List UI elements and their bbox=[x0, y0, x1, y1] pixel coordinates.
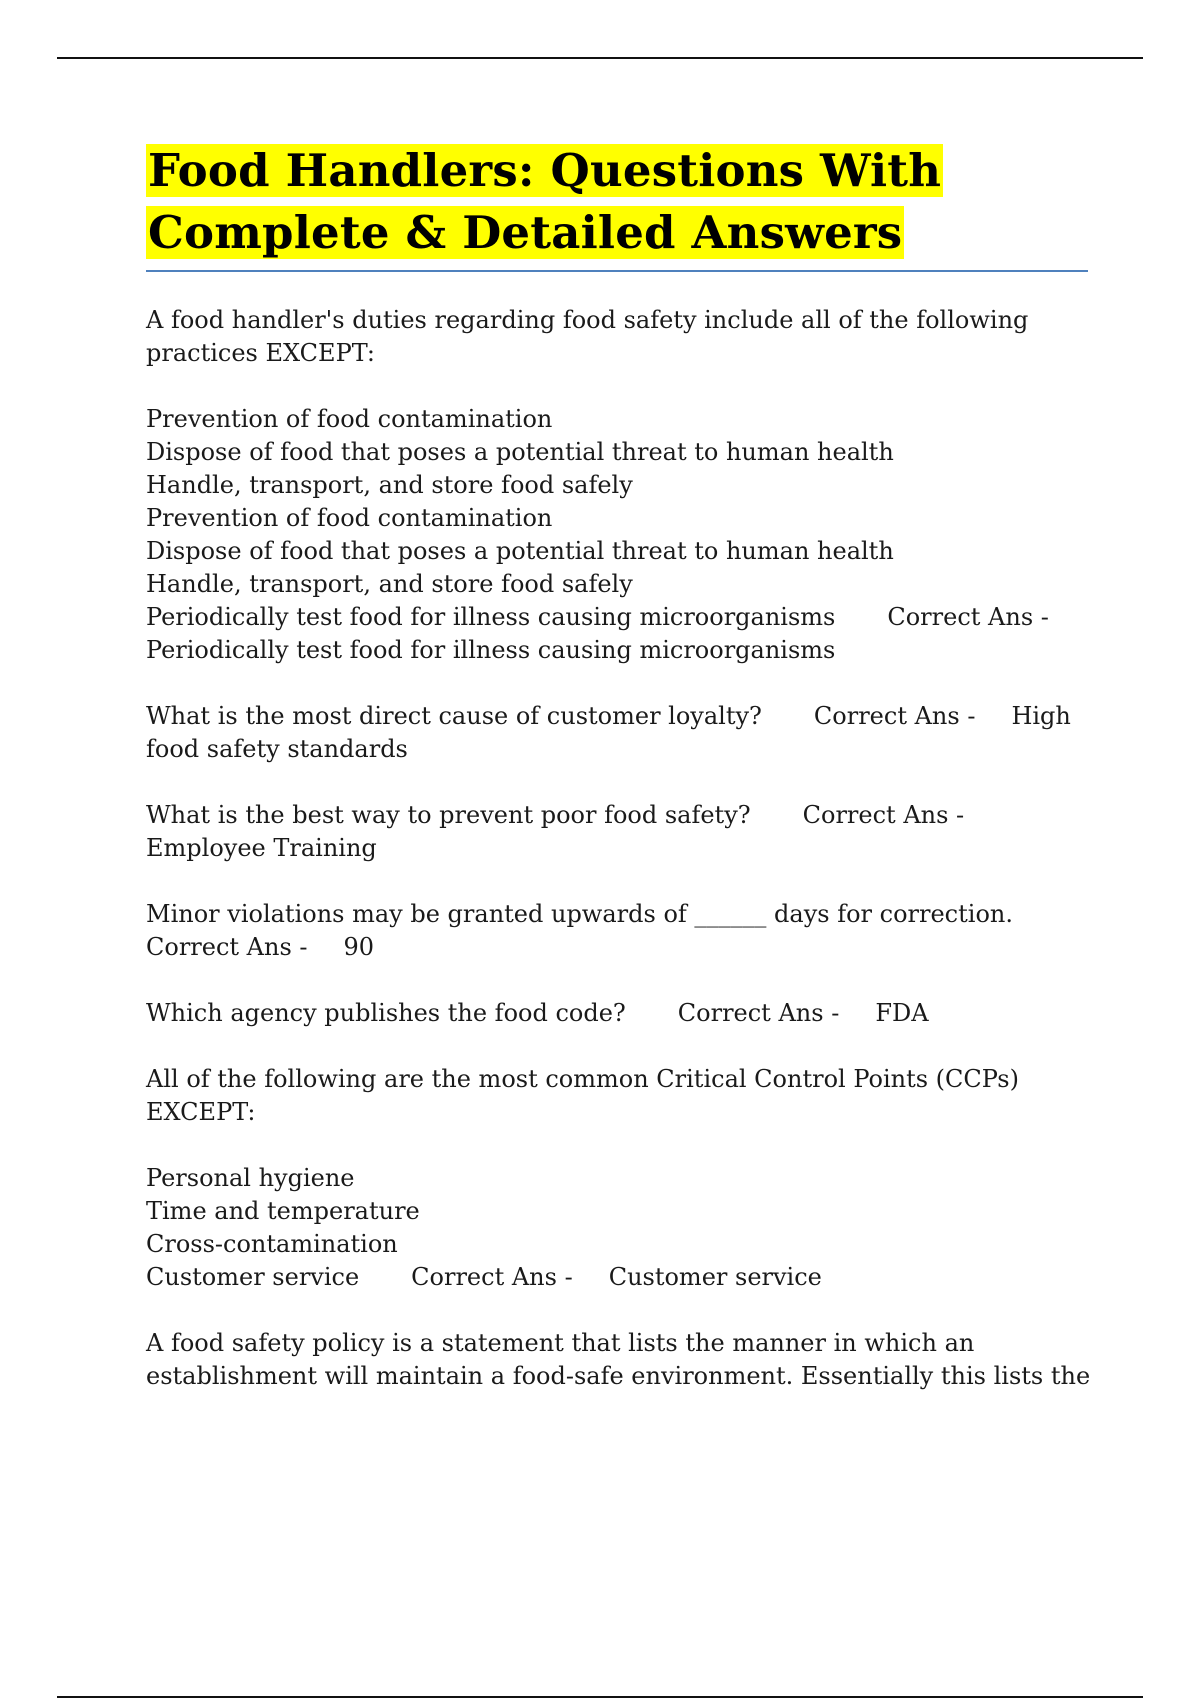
answer-text: food safety standards bbox=[146, 735, 408, 763]
option-text: Customer service bbox=[146, 1263, 360, 1291]
option-text: Personal hygiene bbox=[146, 1164, 355, 1192]
answer-text: Employee Training bbox=[146, 834, 377, 862]
document-title bbox=[146, 140, 1088, 264]
answer-text: High bbox=[1011, 702, 1071, 730]
answer-label: Correct Ans - bbox=[146, 933, 308, 961]
question-text: practices EXCEPT: bbox=[146, 339, 375, 367]
answer-label: Correct Ans - bbox=[887, 603, 1049, 631]
question-text: Which agency publishes the food code? bbox=[146, 999, 626, 1027]
title-line-1: Food Handlers: Questions With bbox=[148, 144, 942, 197]
qa-item-6-question bbox=[146, 1063, 1088, 1129]
qa-item-5 bbox=[146, 997, 1088, 1030]
option-text: Prevention of food contamination bbox=[146, 405, 553, 433]
option-text: Dispose of food that poses a potential threat to human health bbox=[146, 537, 894, 565]
question-text: All of the following are the most common Critical Control Points (CCPs) bbox=[146, 1065, 1019, 1093]
page-bottom-rule bbox=[57, 1696, 1143, 1698]
answer-text: 90 bbox=[343, 933, 375, 961]
qa-item-1-options bbox=[146, 403, 1088, 667]
answer-label: Correct Ans - bbox=[802, 801, 965, 829]
question-text: EXCEPT: bbox=[146, 1098, 256, 1126]
answer-label: Correct Ans - bbox=[677, 999, 840, 1027]
answer-text: Periodically test food for illness causing microorganisms bbox=[146, 636, 836, 664]
option-text: Dispose of food that poses a potential threat to human health bbox=[146, 438, 894, 466]
title-line-2: Complete & Detailed Answers bbox=[148, 206, 903, 259]
answer-text: FDA bbox=[875, 999, 929, 1027]
question-text: A food safety policy is a statement that lists the manner in which an bbox=[146, 1329, 975, 1357]
option-text: Cross-contamination bbox=[146, 1230, 398, 1258]
option-text: Handle, transport, and store food safely bbox=[146, 570, 633, 598]
option-text: Time and temperature bbox=[146, 1197, 420, 1225]
option-text: Handle, transport, and store food safely bbox=[146, 471, 633, 499]
qa-item-3 bbox=[146, 799, 1088, 865]
question-text: What is the most direct cause of customer loyalty? bbox=[146, 702, 762, 730]
qa-list bbox=[146, 304, 1091, 1393]
qa-item-4 bbox=[146, 898, 1088, 964]
option-text: Prevention of food contamination bbox=[146, 504, 553, 532]
qa-item-1-question bbox=[146, 304, 1088, 370]
title-divider bbox=[146, 270, 1088, 272]
answer-label: Correct Ans - bbox=[411, 1263, 573, 1291]
page-top-rule bbox=[57, 57, 1143, 59]
question-text: Minor violations may be granted upwards of ______ days for correction. bbox=[146, 900, 1013, 928]
qa-item-2 bbox=[146, 700, 1088, 766]
question-text: establishment will maintain a food-safe environment. Essentially this lists the bbox=[146, 1362, 1091, 1390]
question-text: A food handler's duties regarding food safety include all of the following bbox=[146, 306, 1029, 334]
qa-item-6-options bbox=[146, 1162, 1088, 1294]
document-page bbox=[146, 140, 1091, 1426]
option-text: Periodically test food for illness causing microorganisms bbox=[146, 603, 836, 631]
answer-label: Correct Ans - bbox=[813, 702, 976, 730]
answer-text: Customer service bbox=[608, 1263, 822, 1291]
qa-item-7 bbox=[146, 1327, 1091, 1393]
question-text: What is the best way to prevent poor food safety? bbox=[146, 801, 751, 829]
